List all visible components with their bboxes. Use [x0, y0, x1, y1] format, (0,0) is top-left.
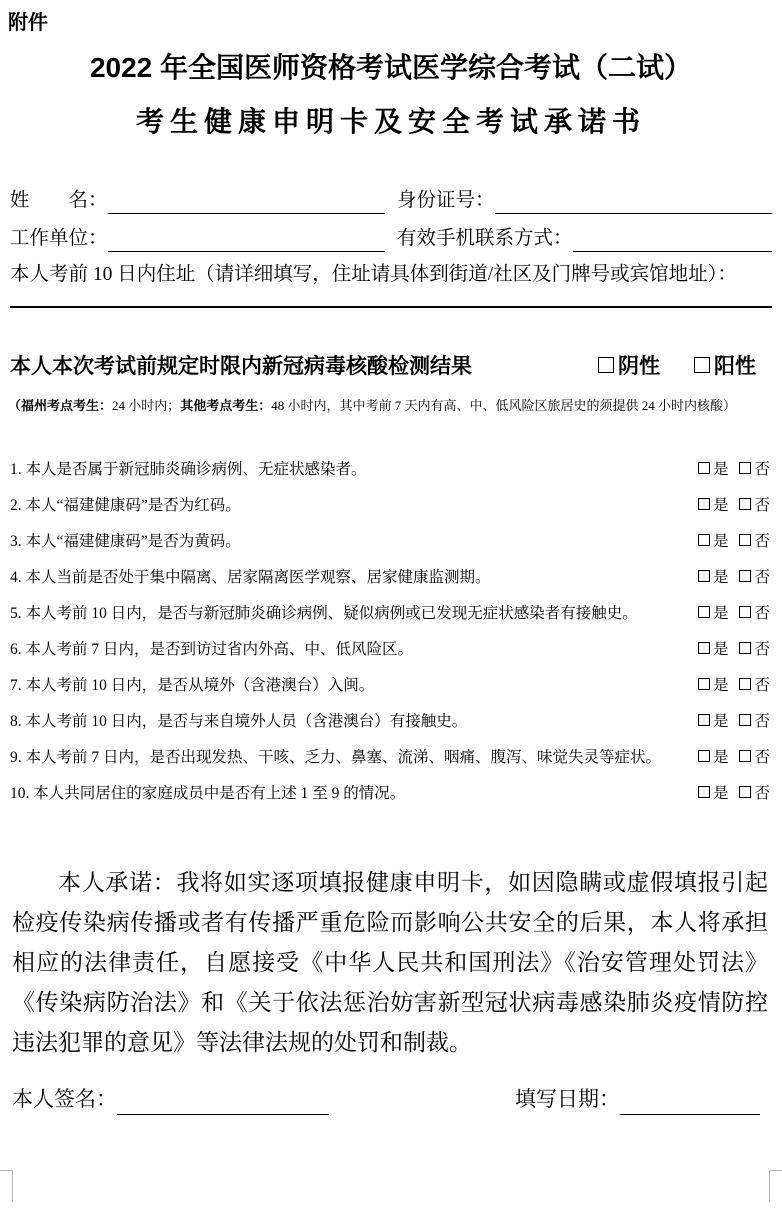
checkbox-no-icon[interactable] [739, 606, 751, 618]
phone-field[interactable] [573, 228, 772, 252]
checkbox-no-icon[interactable] [739, 786, 751, 798]
checkbox-no-icon[interactable] [739, 642, 751, 654]
checkbox-no-icon[interactable] [739, 462, 751, 474]
no-label: 否 [754, 641, 770, 658]
checkbox-negative-icon[interactable] [598, 357, 614, 373]
fill-date-label: 填写日期： [515, 1087, 620, 1111]
question-row-10 [10, 774, 770, 810]
question-text: 1. 本人是否属于新冠肺炎确诊病例、无症状感染者。 [10, 461, 367, 478]
name-label: 姓 名： [10, 190, 108, 211]
health-questions-list [10, 450, 770, 810]
address-label: 本人考前 10 日内住址（请详细填写，住址请具体到街道/社区及门牌号或宾馆地址）： [10, 264, 737, 285]
no-option[interactable] [739, 529, 770, 551]
yes-option[interactable] [698, 565, 729, 587]
address-field[interactable] [10, 306, 772, 308]
question-row-3 [10, 522, 770, 558]
no-option[interactable] [739, 781, 770, 803]
nucleic-test-heading: 本人本次考试前规定时限内新冠病毒核酸检测结果 [10, 355, 472, 378]
question-text: 10. 本人共同居住的家庭成员中是否有上述 1 至 9 的情况。 [10, 785, 406, 802]
no-option[interactable] [739, 601, 770, 623]
signature-field[interactable] [117, 1089, 329, 1115]
question-row-6 [10, 630, 770, 666]
personal-info-section [10, 176, 772, 286]
signature-section [12, 1083, 760, 1115]
attachment-label: 附件 [8, 12, 48, 34]
checkbox-no-icon[interactable] [739, 498, 751, 510]
question-text: 3. 本人“福建健康码”是否为黄码。 [10, 533, 241, 550]
id-number-field[interactable] [495, 190, 772, 214]
commitment-paragraph: 本人承诺：我将如实逐项填报健康申明卡，如因隐瞒或虚假填报引起检疫传染病传播或者有传播严重危险而影响公共安全的后果，本人将承担相应的法律责任，自愿接受《中华人民共和国刑法》《治安管理处罚法》《传染病防治法》和《关于依法惩治妨害新型冠状病毒感染肺炎疫情防控违法犯罪的意见》等法律法规的处罚和制裁。 [12, 869, 768, 1055]
yes-label: 是 [712, 497, 729, 514]
question-text: 4. 本人当前是否处于集中隔离、居家隔离医学观察、居家健康监测期。 [10, 569, 491, 586]
positive-option[interactable] [694, 350, 756, 380]
name-id-row [10, 176, 772, 214]
checkbox-yes-icon[interactable] [698, 786, 710, 798]
no-label: 否 [754, 785, 770, 802]
note-fuzhou-bold: （福州考点考生： [8, 398, 113, 413]
checkbox-yes-icon[interactable] [698, 462, 710, 474]
question-row-2 [10, 486, 770, 522]
no-option[interactable] [739, 709, 770, 731]
question-text: 5. 本人考前 10 日内，是否与新冠肺炎确诊病例、疑似病例或已发现无症状感染者有接触史。 [10, 605, 638, 622]
no-label: 否 [754, 533, 770, 550]
question-text: 9. 本人考前 7 日内，是否出现发热、干咳、乏力、鼻塞、流涕、咽痛、腹泻、味觉失灵等症状。 [10, 749, 662, 766]
yes-option[interactable] [698, 673, 729, 695]
no-label: 否 [754, 461, 770, 478]
id-number-label: 身份证号： [397, 190, 495, 211]
checkbox-yes-icon[interactable] [698, 534, 710, 546]
question-row-4 [10, 558, 770, 594]
question-row-7 [10, 666, 770, 702]
question-row-8 [10, 702, 770, 738]
no-option[interactable] [739, 745, 770, 767]
name-field[interactable] [108, 190, 385, 214]
checkbox-no-icon[interactable] [739, 750, 751, 762]
fill-date-field[interactable] [620, 1089, 760, 1115]
workunit-label: 工作单位： [10, 228, 108, 249]
nucleic-test-note [8, 395, 778, 414]
yes-label: 是 [712, 677, 729, 694]
question-text: 7. 本人考前 10 日内，是否从境外（含港澳台）入闽。 [10, 677, 375, 694]
yes-label: 是 [712, 713, 729, 730]
no-option[interactable] [739, 673, 770, 695]
no-label: 否 [754, 749, 770, 766]
yes-label: 是 [712, 785, 729, 802]
phone-label: 有效手机联系方式： [397, 228, 573, 249]
negative-option[interactable] [598, 350, 660, 380]
yes-option[interactable] [698, 709, 729, 731]
page-boundary-mark-left [0, 1170, 13, 1202]
yes-option[interactable] [698, 529, 729, 551]
no-option[interactable] [739, 637, 770, 659]
no-label: 否 [754, 713, 770, 730]
checkbox-no-icon[interactable] [739, 678, 751, 690]
page-title-line2: 考生健康申明卡及安全考试承诺书 [135, 106, 646, 137]
checkbox-yes-icon[interactable] [698, 714, 710, 726]
yes-option[interactable] [698, 601, 729, 623]
checkbox-positive-icon[interactable] [694, 357, 710, 373]
yes-option[interactable] [698, 457, 729, 479]
yes-label: 是 [712, 749, 729, 766]
question-row-1 [10, 450, 770, 486]
checkbox-yes-icon[interactable] [698, 606, 710, 618]
note-other-text: 48 小时内，其中考前 7 天内有高、中、低风险区旅居史的须提供 24 小时内核酸） [271, 398, 737, 413]
page-boundary-mark-right [769, 1170, 782, 1202]
yes-option[interactable] [698, 781, 729, 803]
note-other-bold: 其他考点考生： [180, 398, 272, 413]
yes-label: 是 [712, 533, 729, 550]
workunit-field[interactable] [108, 228, 385, 252]
no-option[interactable] [739, 457, 770, 479]
checkbox-no-icon[interactable] [739, 534, 751, 546]
checkbox-no-icon[interactable] [739, 570, 751, 582]
checkbox-yes-icon[interactable] [698, 642, 710, 654]
workunit-phone-row [10, 214, 772, 252]
no-label: 否 [754, 497, 770, 514]
note-fuzhou-text: 24 小时内； [112, 398, 181, 413]
question-row-9 [10, 738, 770, 774]
yes-option[interactable] [698, 745, 729, 767]
checkbox-no-icon[interactable] [739, 714, 751, 726]
positive-label: 阳性 [714, 355, 756, 378]
question-text: 2. 本人“福建健康码”是否为红码。 [10, 497, 241, 514]
yes-label: 是 [712, 605, 729, 622]
no-label: 否 [754, 677, 770, 694]
yes-option[interactable] [698, 493, 729, 515]
page-title-line1: 2022 年全国医师资格考试医学综合考试（二试） [89, 52, 693, 83]
question-row-5 [10, 594, 770, 630]
signature-label: 本人签名： [12, 1087, 117, 1111]
nucleic-test-section [10, 350, 756, 380]
yes-label: 是 [712, 641, 729, 658]
negative-label: 阴性 [618, 355, 660, 378]
question-text: 6. 本人考前 7 日内，是否到访过省内外高、中、低风险区。 [10, 641, 414, 658]
yes-label: 是 [712, 569, 729, 586]
yes-label: 是 [712, 461, 729, 478]
checkbox-yes-icon[interactable] [698, 678, 710, 690]
question-text: 8. 本人考前 10 日内，是否与来自境外人员（含港澳台）有接触史。 [10, 713, 468, 730]
checkbox-yes-icon[interactable] [698, 750, 710, 762]
no-label: 否 [754, 569, 770, 586]
no-label: 否 [754, 605, 770, 622]
yes-option[interactable] [698, 637, 729, 659]
no-option[interactable] [739, 565, 770, 587]
checkbox-yes-icon[interactable] [698, 498, 710, 510]
no-option[interactable] [739, 493, 770, 515]
checkbox-yes-icon[interactable] [698, 570, 710, 582]
